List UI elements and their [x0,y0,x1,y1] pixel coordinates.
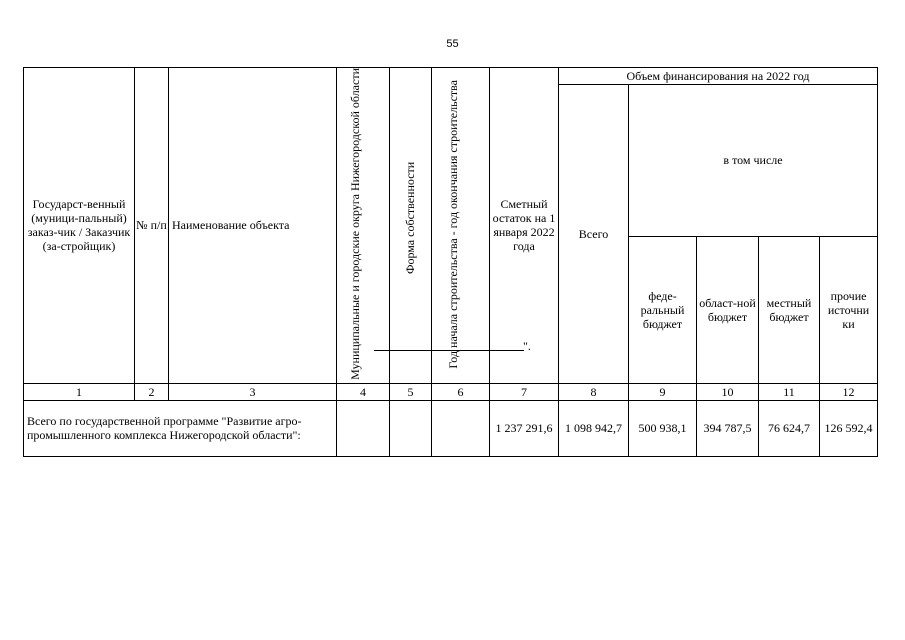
col-number: 9 [629,383,697,400]
table-row-total [24,400,878,456]
header-regional: област-ной бюджет [697,236,759,383]
col-number: 6 [432,383,490,400]
total-years [432,400,490,456]
closing-line [374,340,524,351]
header-municipality [337,68,390,384]
col-number: 12 [820,383,878,400]
header-num: № п/п [135,68,169,384]
header-financing-group: Объем финансирования на 2022 год [559,68,878,85]
header-total: Всего [559,85,629,384]
total-regional: 394 787,5 [697,400,759,456]
header-ownership-text: Форма собственности [403,161,417,274]
total-municipality [337,400,390,456]
header-years [432,68,490,384]
col-number: 3 [169,383,337,400]
col-number: 4 [337,383,390,400]
page-number: 55 [446,38,459,50]
header-estimate-balance: Сметный остаток на 1 января 2022 года [490,68,559,384]
financing-table [23,67,878,457]
header-municipality-text: Муниципальные и городские округа Нижегородской области [348,68,362,380]
header-object-name: Наименование объекта [169,68,337,384]
header-customer: Государст-венный (муници-пальный) заказ-чик / Заказчик (за-стройщик) [24,68,135,384]
col-number: 8 [559,383,629,400]
closing-mark: ". [523,339,531,353]
total-estimate-balance: 1 237 291,6 [490,400,559,456]
col-number: 2 [135,383,169,400]
header-ownership [390,68,432,384]
col-number: 5 [390,383,432,400]
total-label: Всего по государственной программе "Развитие агро-промышленного комплекса Нижегородской области": [24,400,337,456]
col-number: 11 [759,383,820,400]
col-number: 10 [697,383,759,400]
header-federal: феде-ральный бюджет [629,236,697,383]
total-federal: 500 938,1 [629,400,697,456]
total-local: 76 624,7 [759,400,820,456]
total-other: 126 592,4 [820,400,878,456]
header-local: местный бюджет [759,236,820,383]
header-including: в том числе [629,85,878,237]
col-number: 1 [24,383,135,400]
col-number: 7 [490,383,559,400]
header-years-text: Год начала строительства - год окончания строительства [445,79,460,369]
header-other: прочие источни ки [820,236,878,383]
total-total: 1 098 942,7 [559,400,629,456]
total-ownership [390,400,432,456]
